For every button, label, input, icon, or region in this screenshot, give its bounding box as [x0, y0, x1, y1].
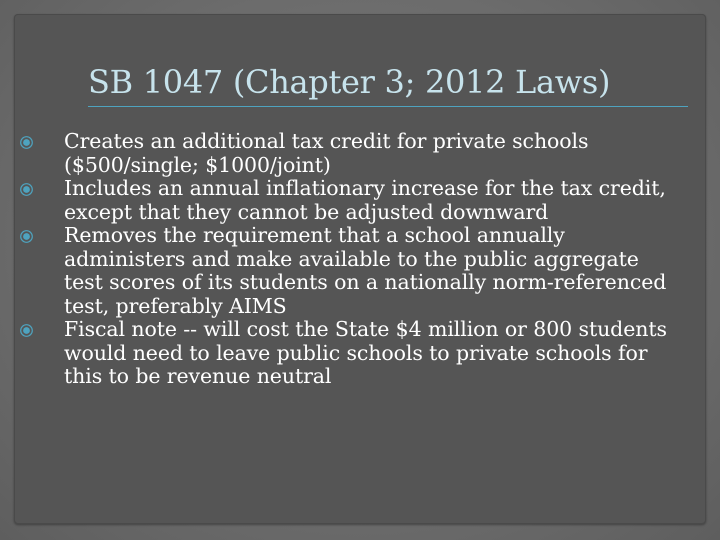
title-underline — [88, 106, 688, 107]
bullet-item — [18, 177, 678, 224]
circle-bullet-icon — [20, 136, 33, 149]
bullet-item — [18, 130, 678, 177]
bullet-text: Includes an annual inflationary increase for the tax credit, except that they cannot be adjusted downward — [64, 176, 666, 224]
bullet-list — [18, 130, 678, 389]
circle-bullet-icon — [20, 183, 33, 196]
bullet-text: Fiscal note -- will cost the State $4 million or 800 students would need to leave public schools to private schools for this to be revenue neutral — [64, 317, 667, 388]
slide-title: SB 1047 (Chapter 3; 2012 Laws) — [88, 63, 611, 101]
bullet-text: Creates an additional tax credit for private schools ($500/single; $1000/joint) — [64, 129, 589, 177]
circle-bullet-icon — [20, 324, 33, 337]
bullet-text: Removes the requirement that a school annually administers and make available to the public aggregate test scores of its students on a nationally norm-referenced test, preferably AIMS — [64, 223, 667, 318]
bullet-item — [18, 318, 678, 389]
circle-bullet-icon — [20, 230, 33, 243]
bullet-item — [18, 224, 678, 318]
